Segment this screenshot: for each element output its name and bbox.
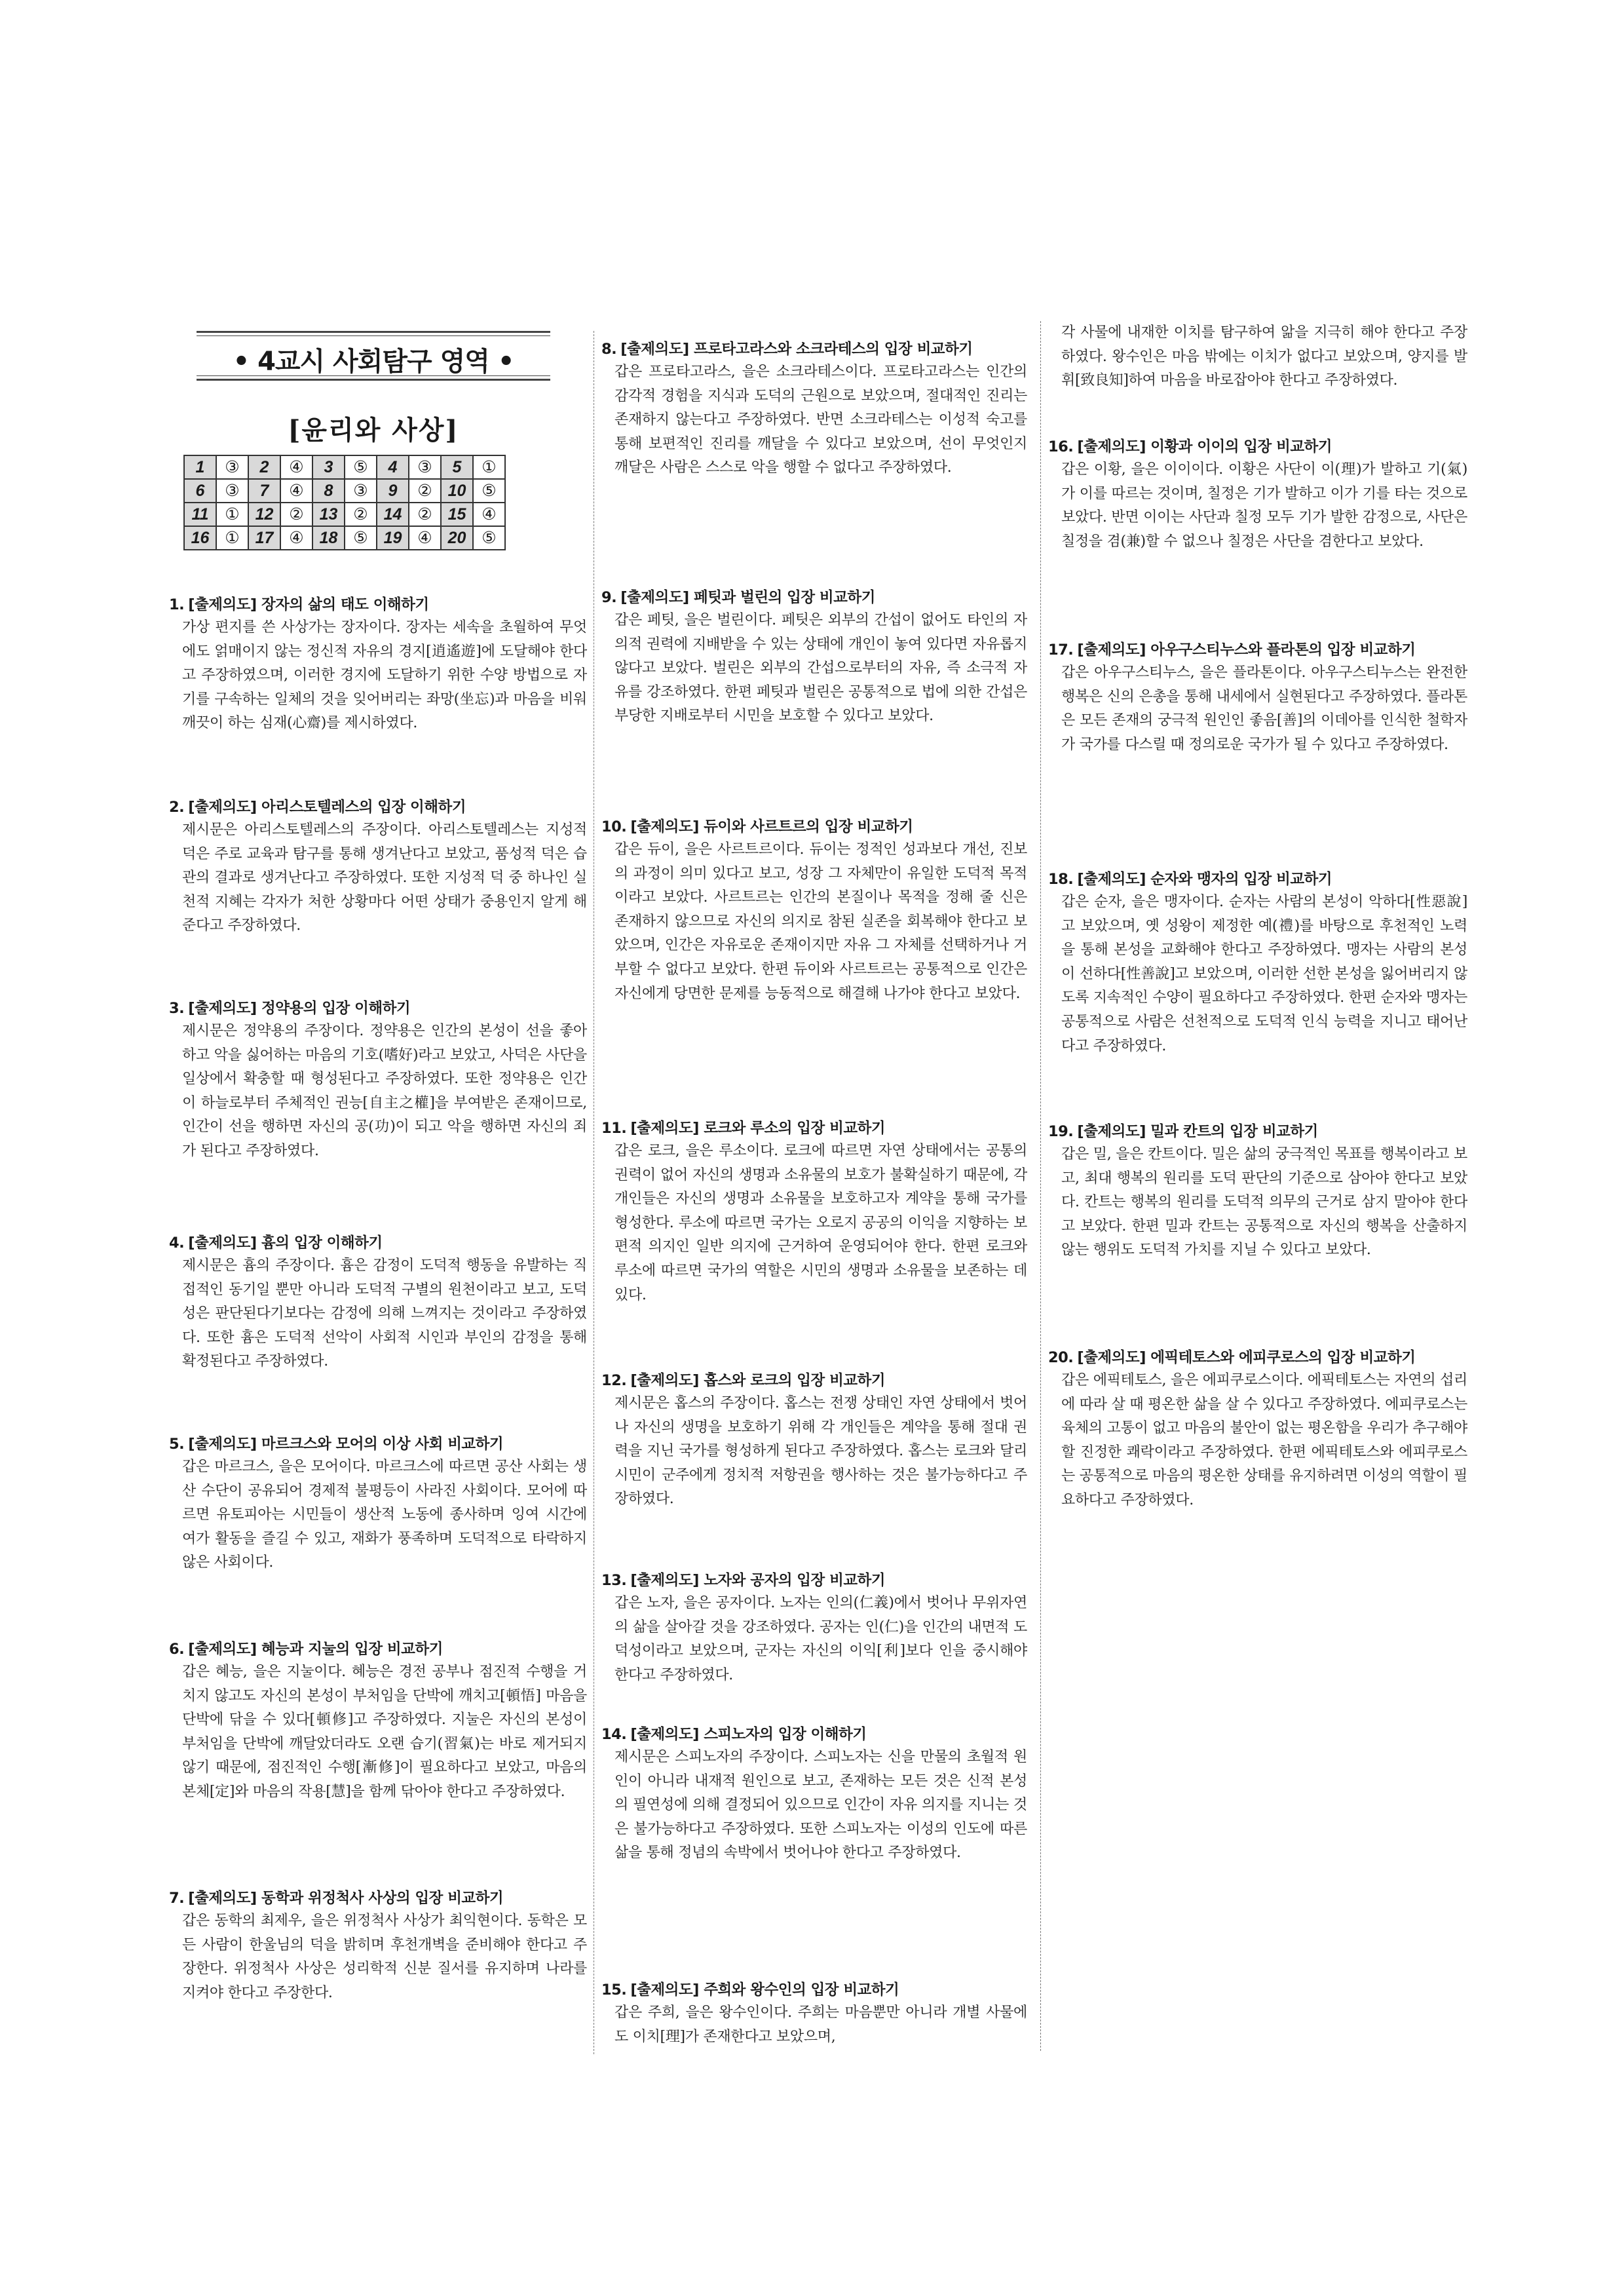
answer-value: ④: [280, 479, 312, 503]
explanation-body: 갑은 듀이, 을은 사르트르이다. 듀이는 정적인 성과보다 개선, 진보의 과정이 의미 있다고 보고, 성장 그 자체만이 유일한 도덕적 목적이라고 보았다. 사르트르는 인간의 본질이나 목적을 정해 줄 신은 존재하지 않으므로 자신의 의지로 참된 실존을 회복해야 한다고 보았으며, 인간은 자유로운 존재이지만 자유 그 자체를 선택하거나 거부할 수 없다고 보았다. 한편 듀이와 사르트르는 공통적으로 인간은 자신에게 당면한 문제를 능동적으로 해결해 나가야 한다고 보았다.: [614, 841, 1027, 1002]
question-number: 12.: [601, 1372, 627, 1389]
explanation-item: [601, 586, 1027, 729]
explanation-heading: [1048, 436, 1467, 458]
explanation-title: [출제의도] 주희와 왕수인의 입장 비교하기: [630, 1981, 899, 1999]
explanation-title: [출제의도] 페팃과 벌린의 입장 비교하기: [620, 589, 875, 606]
answer-value: ③: [345, 479, 377, 503]
explanation-item: [169, 997, 587, 1164]
explanation-heading: [169, 997, 587, 1020]
question-number: 5.: [169, 1436, 185, 1453]
question-number: 1: [184, 455, 216, 479]
explanation-title: [출제의도] 스피노자의 입장 이해하기: [630, 1726, 867, 1743]
answer-value: ②: [345, 503, 377, 526]
explanation-title: [출제의도] 정약용의 입장 이해하기: [188, 1000, 411, 1017]
explanation-title: [출제의도] 홉스와 로크의 입장 비교하기: [630, 1372, 886, 1389]
answer-value: ④: [280, 526, 312, 550]
explanation-body: 갑은 순자, 을은 맹자이다. 순자는 사람의 본성이 악하다[性惡說]고 보았으며, 옛 성왕이 제정한 예(禮)를 바탕으로 후천적인 노력을 통해 본성을 교화해야 한다고 주장하였다. 맹자는 사람의 본성이 선하다[性善說]고 보았으며, 이러한 선한 본성을 잃어버리지 않도록 지속적인 수양이 필요하다고 주장하였다. 한편 순자와 맹자는 공통적으로 사람은 선천적으로 도덕적 인식 능력을 지니고 태어난다고 주장하였다.: [1061, 894, 1467, 1054]
question-number: 14: [377, 503, 409, 526]
section-title-box: [197, 331, 550, 381]
answer-value: ②: [409, 479, 441, 503]
explanation-item: [1048, 436, 1467, 554]
explanation-heading: [1048, 1347, 1467, 1369]
answer-value: ②: [280, 503, 312, 526]
question-number: 5: [441, 455, 473, 479]
question-number: 20: [441, 526, 473, 550]
explanation-title: [출제의도] 노자와 공자의 입장 비교하기: [630, 1572, 886, 1589]
answer-value: ①: [473, 455, 505, 479]
question-number: 6: [184, 479, 216, 503]
question-number: 9: [377, 479, 409, 503]
explanation-body: 갑은 노자, 을은 공자이다. 노자는 인의(仁義)에서 벗어나 무위자연의 삶을 살아갈 것을 강조하였다. 공자는 인(仁)을 인간의 내면적 도덕성이라고 보았으며, 군자는 자신의 이익[利]보다 인을 중시해야 한다고 주장하였다.: [614, 1595, 1027, 1683]
question-number: 2.: [169, 799, 185, 816]
question-number: 15.: [601, 1981, 627, 1999]
explanation-item: [601, 816, 1027, 1006]
explanation-heading: [169, 594, 587, 616]
question-number: 17: [248, 526, 280, 550]
explanation-heading: [169, 1433, 587, 1455]
explanation-body: 갑은 아우구스티누스, 을은 플라톤이다. 아우구스티누스는 완전한 행복은 신의 은총을 통해 내세에서 실현된다고 주장하였다. 플라톤은 모든 존재의 궁극적 원인인 좋음[善]의 이데아를 인식한 철학자가 국가를 다스릴 때 정의로운 국가가 될 수 있다고 주장하였다.: [1061, 664, 1467, 753]
question-number: 2: [248, 455, 280, 479]
answer-value: ①: [216, 526, 248, 550]
explanation-heading: [601, 1723, 1027, 1746]
explanation-heading: [601, 1569, 1027, 1592]
explanation-heading: [169, 1887, 587, 1909]
question-number: 7.: [169, 1890, 185, 1907]
answer-row: [184, 526, 505, 550]
explanation-item: [601, 1117, 1027, 1307]
question-number: 4.: [169, 1234, 185, 1252]
page-title: • 4교시 사회탐구 영역 •: [233, 347, 514, 377]
answer-row: [184, 503, 505, 526]
explanation-body: 제시문은 아리스토텔레스의 주장이다. 아리스토텔레스는 지성적 덕은 주로 교육과 탐구를 통해 생겨난다고 보았고, 품성적 덕은 습관의 결과로 생겨난다고 주장하였다. 또한 지성적 덕 중 하나인 실천적 지혜는 각자가 처한 상황마다 어떤 상태가 중용인지 알게 해준다고 주장하였다.: [182, 822, 587, 934]
question-number: 10.: [601, 818, 627, 835]
explanation-body: 갑은 혜능, 을은 지눌이다. 혜능은 경전 공부나 점진적 수행을 거치지 않고도 자신의 본성이 부처임을 단박에 깨치고[頓悟] 마음을 단박에 닦을 수 있다[頓修]고 주장하였다. 지눌은 자신의 본성이 부처임을 단박에 깨달았더라도 오랜 습기(習氣)는 바로 제거되지 않기 때문에, 점진적인 수행[漸修]이 필요하다고 보았고, 마음의 본체[定]와 마음의 작용[慧]을 함께 닦아야 한다고 주장하였다.: [182, 1664, 587, 1800]
question-number: 16: [184, 526, 216, 550]
explanation-title: [출제의도] 밀과 칸트의 입장 비교하기: [1077, 1123, 1318, 1140]
answer-value: ③: [216, 455, 248, 479]
explanation-item: [169, 796, 587, 938]
question-number: 3: [312, 455, 345, 479]
question-number: 17.: [1048, 641, 1074, 659]
question-number: 20.: [1048, 1349, 1074, 1366]
explanation-heading: [601, 338, 1027, 360]
explanation-heading: [169, 1638, 587, 1660]
explanation-title: [출제의도] 순자와 맹자의 입장 비교하기: [1077, 871, 1332, 888]
answer-value: ⑤: [345, 455, 377, 479]
explanation-item: [1048, 1347, 1467, 1513]
explanation-title: [출제의도] 마르크스와 모어의 이상 사회 비교하기: [188, 1436, 504, 1453]
explanation-heading: [601, 1979, 1027, 2001]
answer-value: ⑤: [473, 479, 505, 503]
answer-key-table: [183, 455, 506, 550]
question-number: 8.: [601, 341, 617, 358]
subject-title: [윤리와 사상]: [288, 415, 459, 446]
explanation-item: [169, 1887, 587, 2005]
question-number: 10: [441, 479, 473, 503]
explanation-body: 제시문은 홉스의 주장이다. 홉스는 전쟁 상태인 자연 상태에서 벗어나 자신의 생명을 보호하기 위해 각 개인들은 계약을 통해 절대 권력을 지닌 국가를 형성하게 된다고 주장하였다. 홉스는 로크와 달리 시민이 군주에게 정치적 저항권을 행사하는 것은 불가능하다고 주장하였다.: [614, 1395, 1027, 1508]
answer-value: ④: [280, 455, 312, 479]
question-number: 11: [184, 503, 216, 526]
answer-value: ④: [473, 503, 505, 526]
answer-value: ①: [216, 503, 248, 526]
explanation-heading: [601, 1117, 1027, 1139]
explanation-title: [출제의도] 흄의 입장 이해하기: [188, 1234, 383, 1252]
explanation-body: 갑은 이황, 을은 이이이다. 이황은 사단이 이(理)가 발하고 기(氣)가 이를 따르는 것이며, 칠정은 기가 발하고 이가 기를 타는 것으로 보았다. 반면 이이는 사단과 칠정 모두 기가 발한 감정으로, 사단은 칠정을 겸(兼)할 수 없으나 칠정은 사단을 겸한다고 보았다.: [1061, 461, 1467, 550]
explanation-heading: [601, 816, 1027, 838]
explanation-body: 갑은 마르크스, 을은 모어이다. 마르크스에 따르면 공산 사회는 생산 수단이 공유되어 경제적 불평등이 사라진 사회이다. 모어에 따르면 유토피아는 시민들이 생산적 노동에 종사하며 잉여 시간에 여가 활동을 즐길 수 있고, 재화가 풍족하며 도덕적으로 타락하지 않은 사회이다.: [182, 1459, 587, 1571]
explanation-item: [601, 1979, 1027, 2049]
question-number: 7: [248, 479, 280, 503]
question-number: 18.: [1048, 871, 1074, 888]
column-divider-right: [1040, 321, 1041, 2051]
explanation-body: 가상 편지를 쓴 사상가는 장자이다. 장자는 세속을 초월하여 무엇에도 얽매이지 않는 정신적 자유의 경지[逍遙遊]에 도달해야 한다고 주장하였으며, 이러한 경지에 도달하기 위한 수양 방법으로 자기를 구속하는 일체의 것을 잊어버리는 좌망(坐忘)과 마음을 비워 깨끗이 하는 심재(心齋)를 제시하였다.: [182, 619, 587, 732]
question-number: 12: [248, 503, 280, 526]
question-number: 16.: [1048, 438, 1074, 455]
question-number: 13.: [601, 1572, 627, 1589]
question-number: 8: [312, 479, 345, 503]
explanation-heading: [601, 586, 1027, 609]
answer-value: ⑤: [345, 526, 377, 550]
answer-value: ⑤: [473, 526, 505, 550]
question-number: 4: [377, 455, 409, 479]
explanation-title: [출제의도] 로크와 루소의 입장 비교하기: [630, 1120, 886, 1137]
explanation-heading: [1048, 1120, 1467, 1143]
explanation-item: [169, 1638, 587, 1805]
question-number: 6.: [169, 1641, 185, 1658]
answer-row: [184, 479, 505, 503]
explanation-title: [출제의도] 에픽테토스와 에피쿠로스의 입장 비교하기: [1077, 1349, 1416, 1366]
explanation-heading: [1048, 639, 1467, 661]
explanation-body: 갑은 프로타고라스, 을은 소크라테스이다. 프로타고라스는 인간의 감각적 경험을 지식과 도덕의 근원으로 보았으며, 절대적인 진리는 존재하지 않는다고 주장하였다. 반면 소크라테스는 이성적 숙고를 통해 보편적인 진리를 깨달을 수 있다고 보았으며, 선이 무엇인지 깨달은 사람은 스스로 악을 행할 수 없다고 주장하였다.: [614, 364, 1027, 476]
explanation-item: [601, 1569, 1027, 1687]
question-number: 9.: [601, 589, 617, 606]
explanation-continuation: 각 사물에 내재한 이치를 탐구하여 앎을 지극히 해야 한다고 주장하였다. 왕수인은 마음 밖에는 이치가 없다고 보았으며, 양지를 발휘[致良知]하여 마음을 바로잡아야 한다고 주장하였다.: [1061, 324, 1467, 389]
question-number: 18: [312, 526, 345, 550]
explanation-heading: [1048, 868, 1467, 890]
explanation-item: [1048, 639, 1467, 757]
explanation-body: 갑은 주희, 을은 왕수인이다. 주희는 마음뿐만 아니라 개별 사물에도 이치[理]가 존재한다고 보았으며,: [614, 2004, 1027, 2045]
question-number: 13: [312, 503, 345, 526]
explanation-body: 갑은 에픽테토스, 을은 에피쿠로스이다. 에픽테토스는 자연의 섭리에 따라 살 때 평온한 삶을 살 수 있다고 주장하였다. 에피쿠로스는 육체의 고통이 없고 마음의 불안이 없는 평온함을 우리가 추구해야 할 진정한 쾌락이라고 주장하였다. 한편 에픽테토스와 에피쿠로스는 공통적으로 마음의 평온한 상태를 유지하려면 이성의 역할이 필요하다고 주장하였다.: [1061, 1372, 1467, 1508]
explanation-item: [601, 1369, 1027, 1512]
explanation-body: 갑은 로크, 을은 루소이다. 로크에 따르면 자연 상태에서는 공통의 권력이 없어 자신의 생명과 소유물의 보호가 불확실하기 때문에, 각 개인들은 자신의 생명과 소유물을 보호하고자 계약을 통해 국가를 형성한다. 루소에 따르면 국가는 오로지 공공의 이익을 지향하는 보편적 의지인 일반 의지에 근거하여 운영되어야 한다. 한편 로크와 루소에 따르면 국가의 역할은 시민의 생명과 소유물을 보존하는 데 있다.: [614, 1143, 1027, 1303]
explanation-body: 제시문은 정약용의 주장이다. 정약용은 인간의 본성이 선을 좋아하고 악을 싫어하는 마음의 기호(嗜好)라고 보았고, 사덕은 사단을 일상에서 확충할 때 형성된다고 주장하였다. 또한 정약용은 인간이 하늘로부터 주체적인 권능[自主之權]을 부여받은 존재이므로, 인간이 선을 행하면 자신의 공(功)이 되고 악을 행하면 자신의 죄가 된다고 주장하였다.: [182, 1023, 587, 1159]
explanation-body: 제시문은 스피노자의 주장이다. 스피노자는 신을 만물의 초월적 원인이 아니라 내재적 원인으로 보고, 존재하는 모든 것은 신적 본성의 필연성에 의해 결정되어 있으므로 인간이 자유 의지를 지니는 것은 불가능하다고 주장하였다. 또한 스피노자는 이성의 인도에 따른 삶을 통해 정념의 속박에서 벗어나야 한다고 주장하였다.: [614, 1749, 1027, 1862]
explanation-heading: [169, 796, 587, 818]
answer-value: ③: [216, 479, 248, 503]
explanation-item: [1048, 1120, 1467, 1263]
explanation-title: [출제의도] 아리스토텔레스의 입장 이해하기: [188, 799, 466, 816]
explanation-title: [출제의도] 혜능과 지눌의 입장 비교하기: [188, 1641, 443, 1658]
explanation-item: [169, 1232, 587, 1374]
explanation-item: [169, 1433, 587, 1575]
question-number: 1.: [169, 596, 185, 613]
explanation-body: 제시문은 흄의 주장이다. 흄은 감정이 도덕적 행동을 유발하는 직접적인 동기일 뿐만 아니라 도덕적 구별의 원천이라고 보고, 도덕성은 판단된다기보다는 감정에 의해 느껴지는 것이라고 주장하였다. 또한 흄은 도덕적 선악이 사회적 시인과 부인의 감정을 통해 확정된다고 주장하였다.: [182, 1257, 587, 1370]
explanation-body: 갑은 밀, 을은 칸트이다. 밀은 삶의 궁극적인 목표를 행복이라고 보고, 최대 행복의 원리를 도덕 판단의 기준으로 삼아야 한다고 보았다. 칸트는 행복의 원리를 도덕적 의무의 근거로 삼지 말아야 한다고 보았다. 한편 밀과 칸트는 공통적으로 자신의 행복을 산출하지 않는 행위도 도덕적 가치를 지닐 수 있다고 보았다.: [1061, 1146, 1467, 1259]
explanation-body: 갑은 동학의 최제우, 을은 위정척사 사상가 최익현이다. 동학은 모든 사람이 한울님의 덕을 밝히며 후천개벽을 준비해야 한다고 주장한다. 위정척사 사상은 성리학적 신분 질서를 유지하며 나라를 지켜야 한다고 주장한다.: [182, 1913, 587, 2001]
explanation-item: [1048, 868, 1467, 1058]
question-number: 11.: [601, 1120, 627, 1137]
answer-value: ②: [409, 503, 441, 526]
explanation-title: [출제의도] 프로타고라스와 소크라테스의 입장 비교하기: [620, 341, 973, 358]
answer-value: ④: [409, 526, 441, 550]
answer-value: ③: [409, 455, 441, 479]
question-number: 19.: [1048, 1123, 1074, 1140]
question-number: 19: [377, 526, 409, 550]
question-number: 15: [441, 503, 473, 526]
answer-row: [184, 455, 505, 479]
explanation-heading: [169, 1232, 587, 1254]
explanation-item: [601, 338, 1027, 480]
question-number: 3.: [169, 1000, 185, 1017]
explanation-item: [169, 594, 587, 736]
explanation-title: [출제의도] 장자의 삶의 태도 이해하기: [188, 596, 429, 613]
explanation-title: [출제의도] 듀이와 사르트르의 입장 비교하기: [630, 818, 913, 835]
explanation-body: 갑은 페팃, 을은 벌린이다. 페팃은 외부의 간섭이 없어도 타인의 자의적 권력에 지배받을 수 있는 상태에 개인이 놓여 있다면 자유롭지 않다고 보았다. 벌린은 외부의 간섭으로부터의 자유, 즉 소극적 자유를 강조하였다. 한편 페팃과 벌린은 공통적으로 법에 의한 간섭은 부당한 지배로부터 시민을 보호할 수 있다고 보았다.: [614, 612, 1027, 725]
question-number: 14.: [601, 1726, 627, 1743]
explanation-title: [출제의도] 동학과 위정척사 사상의 입장 비교하기: [188, 1890, 504, 1907]
explanation-item: [601, 1723, 1027, 1866]
explanation-title: [출제의도] 아우구스티누스와 플라톤의 입장 비교하기: [1077, 641, 1416, 659]
explanation-title: [출제의도] 이황과 이이의 입장 비교하기: [1077, 438, 1332, 455]
explanation-heading: [601, 1369, 1027, 1392]
